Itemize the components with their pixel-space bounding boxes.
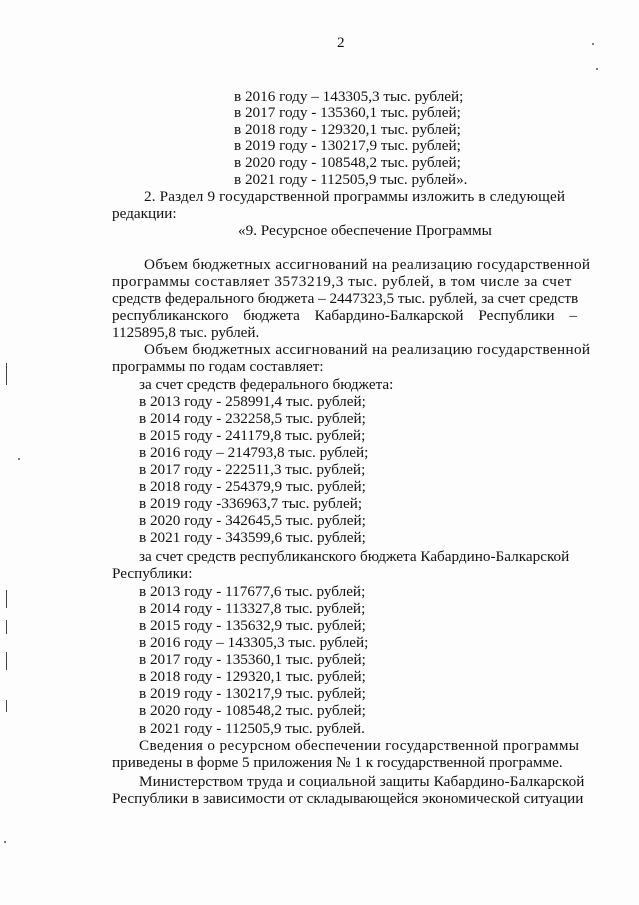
scan-margin-mark — [6, 652, 7, 670]
list-item: в 2016 году – 143305,3 тыс. рублей; — [234, 88, 464, 105]
list-item: в 2019 году - 130217,9 тыс. рублей; — [234, 137, 461, 154]
amendment-item-2: 2. Раздел 9 государственной программы изложить в следующей — [144, 188, 566, 205]
list-item: в 2017 году - 135360,1 тыс. рублей; — [234, 104, 461, 121]
list-item: в 2020 году - 108548,2 тыс. рублей; — [234, 154, 461, 171]
scan-margin-mark — [6, 590, 7, 608]
list-item: в 2013 году - 117677,6 тыс. рублей; — [139, 583, 366, 600]
list-item: в 2014 году - 232258,5 тыс. рублей; — [139, 410, 366, 427]
list-item: в 2016 году – 143305,3 тыс. рублей; — [139, 634, 369, 651]
list-item: в 2016 году – 214793,8 тыс. рублей; — [139, 444, 369, 461]
paragraph-line: приведены в форме 5 приложения № 1 к государственной программе. — [112, 754, 563, 771]
list-item: в 2018 году - 129320,1 тыс. рублей; — [139, 668, 366, 685]
scan-speck — [592, 43, 594, 45]
paragraph-line: программы по годам составляет: — [112, 358, 324, 375]
regional-heading-cont: Республики: — [112, 565, 193, 582]
scan-margin-mark — [6, 620, 7, 634]
paragraph-line: Республики в зависимости от складывающейся экономической ситуации — [112, 790, 584, 807]
list-item: в 2018 году - 129320,1 тыс. рублей; — [234, 121, 461, 138]
scan-margin-mark — [6, 700, 7, 712]
list-item: в 2021 году - 112505,9 тыс. рублей. — [139, 720, 365, 737]
list-item: в 2020 году - 108548,2 тыс. рублей; — [139, 702, 366, 719]
federal-heading: за счет средств федерального бюджета: — [139, 376, 394, 393]
list-item: в 2019 году -336963,7 тыс. рублей; — [139, 495, 363, 512]
page-number: 2 — [337, 34, 345, 51]
paragraph-line: Сведения о ресурсном обеспечении государственной программы — [139, 737, 580, 754]
amendment-item-2-cont: редакции: — [112, 205, 177, 222]
paragraph-line: 1125895,8 тыс. рублей. — [112, 324, 260, 341]
list-item: в 2020 году - 342645,5 тыс. рублей; — [139, 512, 366, 529]
scan-speck — [18, 458, 20, 460]
list-item: в 2021 году - 112505,9 тыс. рублей». — [234, 171, 468, 188]
list-item: в 2014 году - 113327,8 тыс. рублей; — [139, 600, 366, 617]
paragraph-line: Объем бюджетных ассигнований на реализацию государственной — [144, 256, 591, 273]
paragraph-line: республиканского бюджета Кабардино-Балкарской Республики – — [112, 307, 577, 324]
paragraph-line: Министерством труда и социальной защиты Кабардино-Балкарской — [139, 773, 585, 790]
list-item: в 2015 году - 241179,8 тыс. рублей; — [139, 427, 366, 444]
paragraph-line: средств федерального бюджета – 2447323,5 тыс. рублей, за счет средств — [112, 290, 579, 307]
list-item: в 2017 году - 135360,1 тыс. рублей; — [139, 651, 366, 668]
scan-speck — [4, 841, 6, 843]
scan-margin-mark — [6, 363, 7, 385]
list-item: в 2021 году - 343599,6 тыс. рублей; — [139, 529, 366, 546]
list-item: в 2018 году - 254379,9 тыс. рублей; — [139, 478, 366, 495]
scan-speck — [596, 68, 598, 70]
regional-heading: за счет средств республиканского бюджета Кабардино-Балкарской — [139, 548, 570, 565]
list-item: в 2017 году - 222511,3 тыс. рублей; — [139, 461, 366, 478]
list-item: в 2019 году - 130217,9 тыс. рублей; — [139, 685, 366, 702]
list-item: в 2013 году - 258991,4 тыс. рублей; — [139, 393, 366, 410]
list-item: в 2015 году - 135632,9 тыс. рублей; — [139, 617, 366, 634]
paragraph-line: программы составляет 3573219,3 тыс. рублей, в том числе за счет — [112, 273, 572, 290]
section-title: «9. Ресурсное обеспечение Программы — [238, 222, 492, 239]
paragraph-line: Объем бюджетных ассигнований на реализацию государственной — [144, 341, 591, 358]
